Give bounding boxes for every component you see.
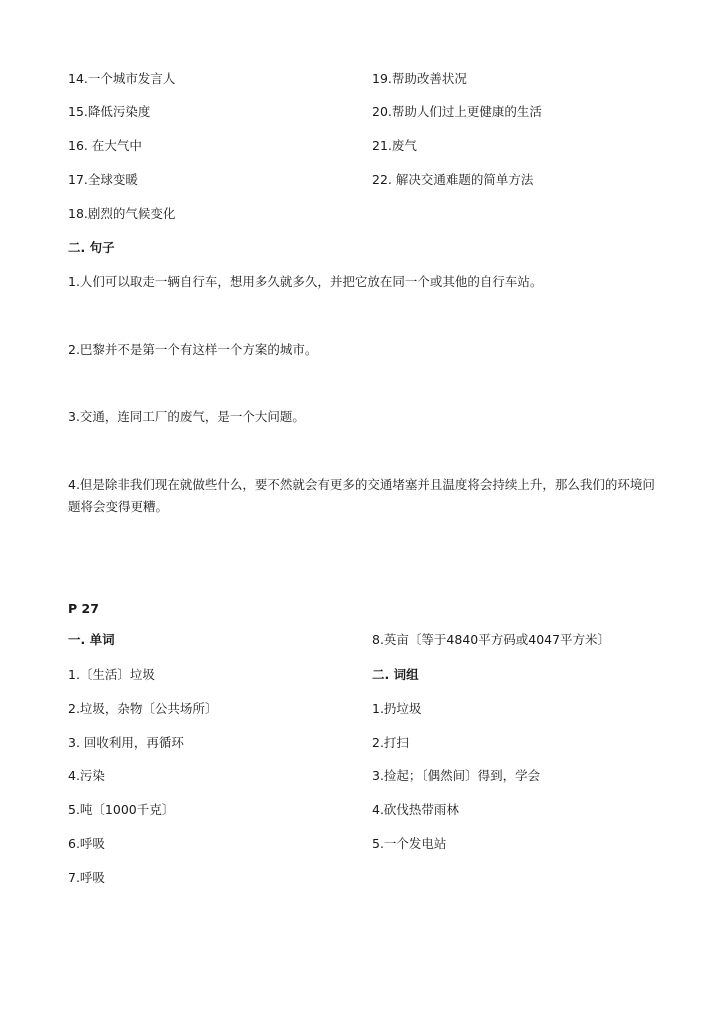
word-item: 2.垃圾，杂物〔公共场所〕 bbox=[68, 701, 218, 716]
section-heading-sentences: 二. 句子 bbox=[68, 240, 115, 255]
sentence-item: 3.交通，连同工厂的废气，是一个大问题。 bbox=[68, 409, 305, 424]
list-item: 16. 在大气中 bbox=[68, 138, 142, 153]
phrase-item: 4.砍伐热带雨林 bbox=[372, 802, 459, 817]
phrase-item: 1.扔垃圾 bbox=[372, 701, 422, 716]
word-item: 6.呼吸 bbox=[68, 836, 105, 851]
list-item: 20.帮助人们过上更健康的生活 bbox=[372, 104, 542, 119]
sentence-item: 4.但是除非我们现在就做些什么，要不然就会有更多的交通堵塞并且温度将会持续上升，那么我们的环境问题将会变得更糟。 bbox=[68, 477, 655, 514]
page-label: P 27 bbox=[68, 601, 99, 616]
sentence-item: 1.人们可以取走一辆自行车，想用多久就多久，并把它放在同一个或其他的自行车站。 bbox=[68, 274, 543, 289]
list-item: 21.废气 bbox=[372, 138, 417, 153]
list-item: 17.全球变暖 bbox=[68, 172, 138, 187]
phrase-item: 2.打扫 bbox=[372, 735, 409, 750]
section-heading-phrases: 二. 词组 bbox=[372, 667, 419, 682]
list-item: 22. 解决交通难题的简单方法 bbox=[372, 172, 534, 187]
word-item: 5.吨〔1000千克〕 bbox=[68, 802, 175, 817]
phrase-item: 5.一个发电站 bbox=[372, 836, 447, 851]
list-item: 15.降低污染度 bbox=[68, 104, 151, 119]
section-heading-words: 一. 单词 bbox=[68, 632, 115, 647]
word-item: 3. 回收利用，再循环 bbox=[68, 735, 184, 750]
word-item: 4.污染 bbox=[68, 768, 105, 783]
list-item: 19.帮助改善状况 bbox=[372, 71, 467, 86]
list-item: 14.一个城市发言人 bbox=[68, 71, 176, 86]
word-item: 7.呼吸 bbox=[68, 870, 105, 885]
phrase-item: 3.捡起；〔偶然间〕得到，学会 bbox=[372, 768, 541, 783]
word-item: 1.〔生活〕垃圾 bbox=[68, 667, 155, 682]
list-item: 18.剧烈的气候变化 bbox=[68, 206, 176, 221]
sentence-item: 2.巴黎并不是第一个有这样一个方案的城市。 bbox=[68, 342, 318, 357]
word-item: 8.英亩〔等于4840平方码或4047平方米〕 bbox=[372, 632, 611, 647]
